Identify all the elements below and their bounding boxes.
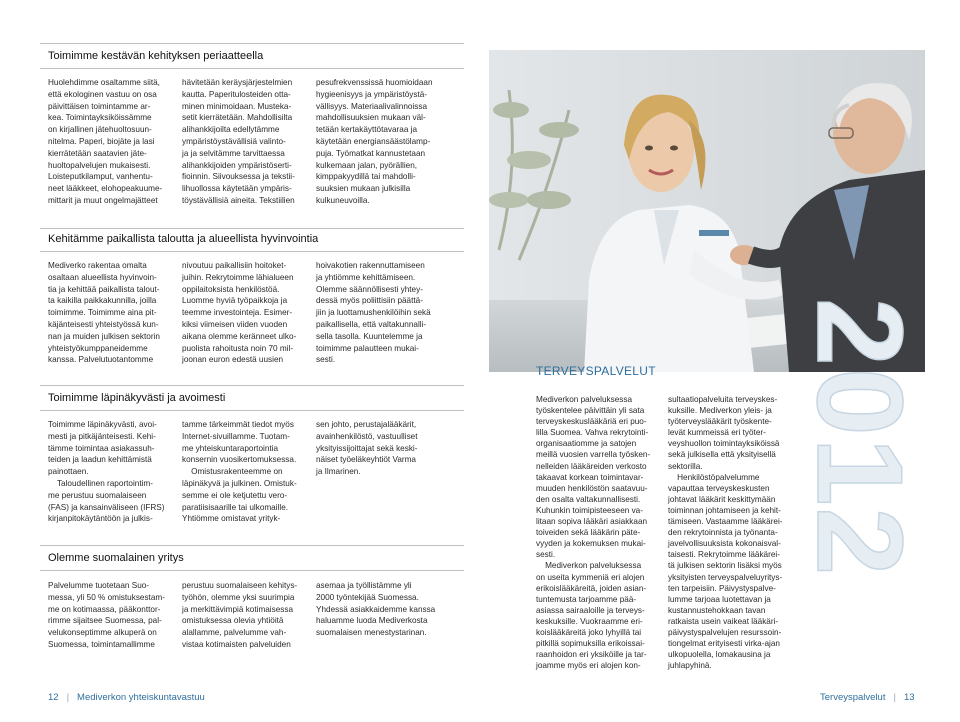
section-divider [40, 43, 464, 44]
section-divider [40, 251, 464, 252]
footer-title: Mediverkon yhteiskuntavastuu [77, 692, 205, 703]
body-text-column: Mediverko rakentaa omalta osaltaan alueellista hyvinvoin- tia ja kehittää paikallista talout- ta kaikilla paikkakunnilla, joilla toimimme. Toimimme aina pit- käjänteisesti yhteistyössä kun- nan ja muiden julkisen sektorin yhteistyökumppaneidemme kanssa. Palvelutuotantomme [48, 261, 160, 365]
page-number: 13 [903, 692, 915, 703]
body-text-column: hävitetään keräysjärjestelmien kautta. Paperitulosteiden otta- minen minimoidaan. Musteka- setit kierrätetään. Mahdollisilta alihankkijoilta edellytämme ympäristöystävällisiä valinto- ja ja selvitämme tarvittaessa alihankkijoiden ympäristöserti- fioinnin. Siivouksessa ja tekstii- lihuollossa käytetään ympäris- töystävällisiä aineita. Tekstiilien [182, 78, 295, 205]
section-title: TERVEYSPALVELUT [536, 364, 656, 378]
page-footer [48, 692, 205, 703]
body-text-column: tamme tärkeimmät tiedot myös Internet-sivuillamme. Tuotam- me yhteiskuntaraportointia konsernin vuosikertomuksessa. Omistusrakenteemme on läpinäkyvä ja julkinen. Omistuk- semme ei ole ketjutettu vero- paratiisisaarille tai ulkomaille. Yhtiömme omistavat yrityk- [182, 420, 297, 524]
body-text-column: Palvelumme tuotetaan Suo- messa, yli 50 % omistuksestam- me on kotimaassa, pääkonttor- rimme sijaitsee Suomessa, pal- velukonseptimme alkuperä on Suomessa, toimintamallimme [48, 581, 165, 649]
footer-separator: | [66, 692, 70, 703]
page-number: 12 [48, 692, 59, 703]
section-heading: Kehitämme paikallista taloutta ja alueellista hyvinvointia [48, 233, 319, 245]
section-divider [40, 570, 464, 571]
body-text-column: sultaatiopalveluita terveyskes- kuksille. Mediverkon yleis- ja työterveyslääkärit työskente- levät kummeissä eri työter- veyshuollon toimintayksiköissä sekä julkisella että yksityisellä sektorilla. Henkilöstöpalvelumme vapauttaa terveyskeskusten johtavat lääkärit keskittymään toiminnan johtamiseen ja kehit- tämiseen. Vastaamme lääkärei- den rekrytoinnista ja työnanta- javelvollisuuksista kokonaisval- taisesti. Rekrytoimme lääkärei- tä julkisen sektorin lisäksi myös yksityisten terveyspalveluyritys- ten tarpeisiin. Päivystyspalve- lumme tarjoaa luotettavan ja kustannustehokkaan tavan ratkaista usein vaikeat lääkäri- päivystyspalvelujen resurssoin- tiongelmat erityisesti virka-ajan ulkopuolella, lomakausina ja juhlapyhinä. [668, 395, 783, 671]
footer-title: Terveyspalvelut [820, 692, 886, 703]
section-divider [40, 385, 464, 386]
body-text-column: hoivakotien rakennuttamiseen ja yhtiömme kehittämiseen. Olemme säännöllisesti yhtey- dessä myös poliittisiin päättä- jiin ja luottamushenkilöihin sekä paikallisella, että valtakunnalli- sella tasolla. Kuuntelemme ja toimimme palautteen mukai- sesti. [316, 261, 431, 365]
year-text: 2012 [791, 298, 928, 578]
section-divider [40, 410, 464, 411]
body-text-column: Toimimme läpinäkyvästi, avoi- mesti ja pitkäjänteisesti. Kehi- tämme toimintaa asiakassuh- teiden ja laadun kehittämistä painottaen. Taloudellinen raportointim- me perustuu suomalaiseen (FAS) ja kansainväliseen (IFRS) kirjanpitokäytäntöön ja julkis- [48, 420, 165, 524]
body-text-column: Mediverkon palveluksessa työskentelee päivittäin yli sata terveyskeskuslääkäriä eri puo- lilla Suomea. Vahva rekrytointi- organisaatiomme ja satojen meillä vuosien varrella työsken- nelleiden lääkäreiden verkosto takaavat korkean toimintavar- muuden henkilöstön saatavuu- den osalta valtakunnallisesti. Kuhunkin toimipisteeseen va- litaan sopiva lääkäri asiakkaan toiveiden sekä lääkärin päte- vyyden ja kokemuksen mukai- sesti. Mediverkon palveluksessa on useita kymmeniä eri alojen erikoislääkäreitä, joiden asian- tuntemusta tarjoamme pää- asiassa sairaaloille ja terveys- keskuksille. Vuokraamme eri- koislääkäreitä joko lyhyillä tai pitkillä sopimuksilla erikoissai- raanhoidon eri yksiköille ja tar- joamme myös eri alojen kon- [536, 395, 651, 671]
body-text-column: pesufrekvenssissä huomioidaan hygieenisyys ja ympäristöystä- vällisyys. Materiaalivalinnoissa mahdollisuuksien mukaan väl- tetään kertakäyttötavaraa ja käytetään energiansäästölamp- puja. Työmatkat kannustetaan kulkemaan jalan, pyörällien, kimppakyydillä tai mahdolli- suuksien mukaan julkisilla kulkuneuvoilla. [316, 78, 433, 205]
body-text-column: nivoutuu paikallisiin hoitoket- juihin. Rekrytoimme lähialueen oppilaitoksista henkilöstöä. Luomme hyviä työpaikkoja ja teemme investointeja. Esimer- kiksi viimeisen viiden vuoden aikana olemme keränneet ulko- puolista rahoitusta noin 70 mil- joonan euron edestä uusien [182, 261, 297, 365]
section-divider [40, 545, 464, 546]
year-graphic [791, 298, 928, 628]
body-text-column: sen johto, perustajalääkärit, avainhenkilöstö, vastuulliset yksityissijoittajat sekä keski- näiset työeläkeyhtiöt Varma ja Ilmarinen. [316, 420, 418, 477]
body-text-column: perustuu suomalaiseen kehitys- työhön, olemme yksi suurimpia ja merkittävimpiä kotimaisessa omistuksessa olevia yhtiöitä alallamme, palvelumme vah- vistaa kotimaisten palveluiden [182, 581, 298, 649]
footer-separator: | [893, 692, 896, 703]
body-text-column: Huolehdimme osaltamme siitä, että ekologinen vastuu on osa päivittäisen toimintamme ar- kea. Toimintayksiköissämme on kirjallinen jätehuoltosuun- nitelma. Paperi, biojäte ja lasi kierrätetään saatavien jäte- huoltopalvelujen mukaisesti. Loisteputkilamput, vanhentu- neet lääkkeet, elohopeakuume- mittarit ja muut ongelmajätteet [48, 78, 163, 205]
body-text-column: asemaa ja työllistämme yli 2000 työntekijää Suomessa. Yhdessä asiakkaidemme kanssa haluamme luoda Mediverkosta suomalaisen menestystarinan. [316, 581, 436, 638]
section-divider [40, 228, 464, 229]
section-heading: Olemme suomalainen yritys [48, 552, 184, 564]
section-heading: Toimimme kestävän kehityksen periaatteella [48, 50, 264, 62]
section-heading: Toimimme läpinäkyvästi ja avoimesti [48, 392, 226, 404]
page-footer [820, 692, 915, 703]
section-divider [40, 68, 464, 69]
